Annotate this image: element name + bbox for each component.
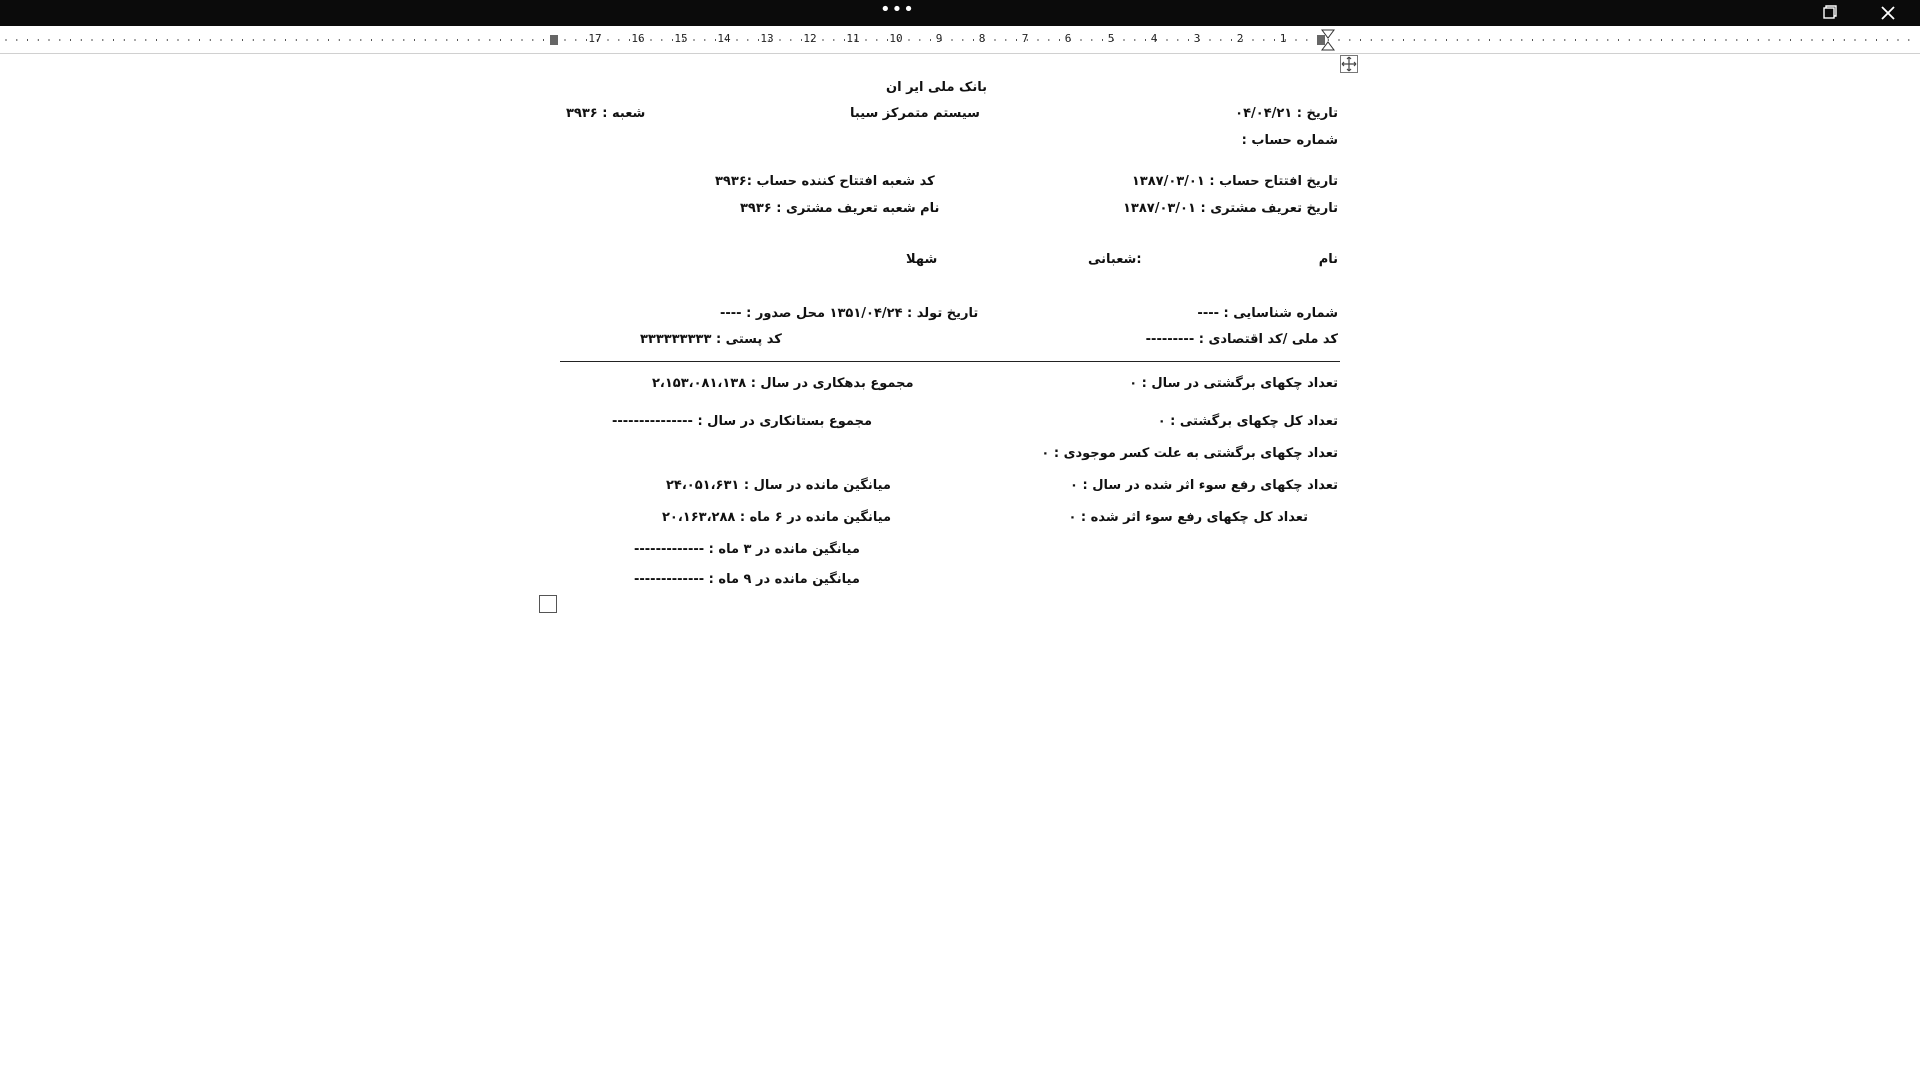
ruler-number: 2 bbox=[1236, 32, 1244, 45]
horizontal-ruler[interactable] bbox=[0, 26, 1920, 54]
ruler-number: 8 bbox=[978, 32, 986, 45]
ruler-number: 17 bbox=[588, 32, 602, 45]
report-date: تاریخ : ۰۴/۰۴/۲۱ bbox=[1235, 106, 1338, 121]
separator-line bbox=[560, 361, 1340, 362]
name-label: نام bbox=[1318, 252, 1338, 267]
table-move-handle-icon[interactable] bbox=[1340, 55, 1358, 73]
restore-window-icon[interactable] bbox=[1818, 3, 1840, 23]
ruler-number: 6 bbox=[1064, 32, 1072, 45]
ruler-number: 1 bbox=[1279, 32, 1287, 45]
national-code: کد ملی /کد اقتصادی : --------- bbox=[1145, 332, 1338, 347]
window-title-bar bbox=[0, 0, 1920, 26]
ruler-ticks bbox=[0, 26, 1920, 54]
cleared-checks-year: تعداد چکهای رفع سوء اثر شده در سال : ۰ bbox=[1070, 478, 1338, 493]
ruler-number: 5 bbox=[1107, 32, 1115, 45]
ruler-number: 15 bbox=[674, 32, 688, 45]
bounced-insufficient-funds: تعداد چکهای برگشتی به علت کسر موجودی : ۰ bbox=[1041, 446, 1338, 461]
ruler-number: 4 bbox=[1150, 32, 1158, 45]
open-branch-code: کد شعبه افتتاح کننده حساب :۳۹۳۶ bbox=[715, 174, 935, 189]
ruler-number: 13 bbox=[760, 32, 774, 45]
ruler-number: 11 bbox=[846, 32, 860, 45]
average-balance-6-months: میانگین مانده در ۶ ماه : ۲۰،۱۶۳،۲۸۸ bbox=[662, 510, 892, 525]
average-balance-year: میانگین مانده در سال : ۲۴،۰۵۱،۶۳۱ bbox=[666, 478, 891, 493]
first-name: شهلا bbox=[906, 252, 938, 267]
average-balance-9-months: میانگین مانده در ۹ ماه : ------------- bbox=[634, 572, 860, 587]
bank-name: بانک ملی ایر ان bbox=[886, 80, 988, 95]
postal-code: کد پستی : ۳۳۳۳۳۳۳۳۳ bbox=[640, 332, 782, 347]
ruler-number: 12 bbox=[803, 32, 817, 45]
ruler-number: 10 bbox=[889, 32, 903, 45]
bounced-checks-year: تعداد چکهای برگشتی در سال : ۰ bbox=[1129, 376, 1338, 391]
cleared-checks-total: تعداد کل چکهای رفع سوء اثر شده : ۰ bbox=[1068, 510, 1308, 525]
last-name: :شعبانی bbox=[1088, 252, 1142, 267]
ruler-number: 14 bbox=[717, 32, 731, 45]
table-cell-marker[interactable] bbox=[539, 595, 557, 613]
id-number: شماره شناسایی : ---- bbox=[1197, 306, 1338, 321]
system-name: سیستم متمرکز سیبا bbox=[850, 106, 980, 121]
customer-branch-name: نام شعبه تعریف مشتری : ۳۹۳۶ bbox=[740, 201, 940, 216]
debt-total-year: مجموع بدهکاری در سال : ۲،۱۵۳،۰۸۱،۱۳۸ bbox=[652, 376, 914, 391]
account-number: شماره حساب : bbox=[1241, 133, 1338, 148]
credit-total-year: مجموع بستانکاری در سال : --------------- bbox=[612, 414, 873, 429]
ruler-number: 7 bbox=[1021, 32, 1029, 45]
customer-define-date: تاریخ تعریف مشتری : ۱۳۸۷/۰۳/۰۱ bbox=[1122, 201, 1338, 216]
average-balance-3-months: میانگین مانده در ۳ ماه : ------------- bbox=[634, 542, 860, 557]
ruler-number: 16 bbox=[631, 32, 645, 45]
ruler-number: 3 bbox=[1193, 32, 1201, 45]
birth-info: تاریخ تولد : ۱۳۵۱/۰۴/۲۴ محل صدور : ---- bbox=[720, 306, 979, 321]
more-options-button[interactable]: ••• bbox=[880, 0, 915, 20]
branch-number: شعبه : ۳۹۳۶ bbox=[566, 106, 646, 121]
close-window-icon[interactable] bbox=[1876, 2, 1900, 24]
account-open-date: تاریخ افتتاح حساب : ۱۳۸۷/۰۳/۰۱ bbox=[1131, 174, 1338, 189]
document-page[interactable] bbox=[540, 76, 1340, 636]
ruler-number: 9 bbox=[935, 32, 943, 45]
bounced-checks-total: تعداد کل چکهای برگشتی : ۰ bbox=[1157, 414, 1338, 429]
